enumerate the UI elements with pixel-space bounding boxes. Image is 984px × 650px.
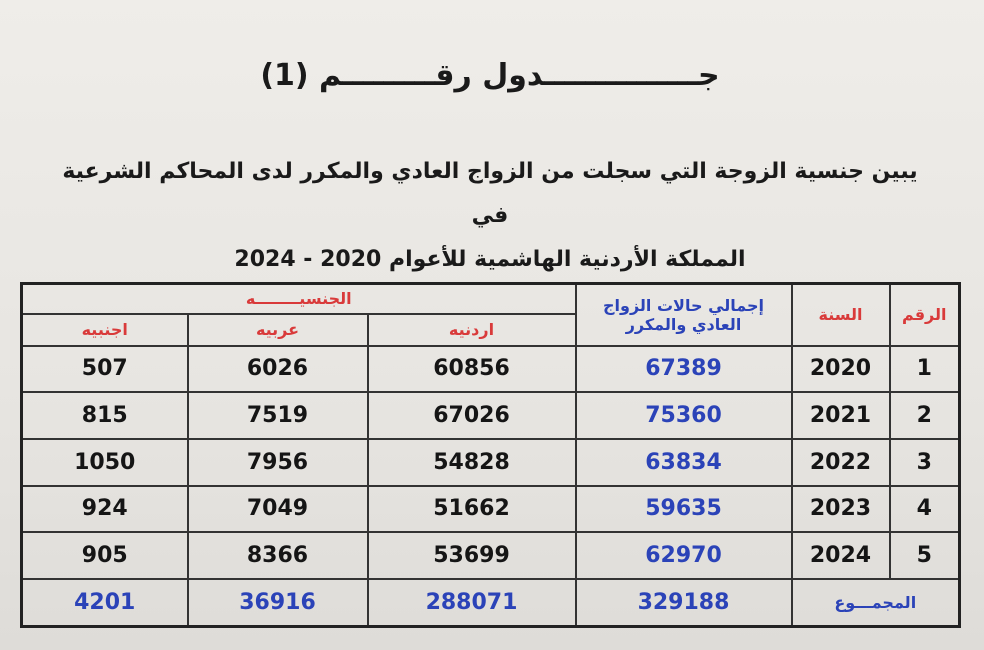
row-foreign: 924 xyxy=(22,486,188,533)
row-total: 75360 xyxy=(576,392,792,439)
marriage-nationality-table xyxy=(20,282,961,628)
data-table-wrapper xyxy=(20,282,958,628)
row-jordanian: 51662 xyxy=(368,486,576,533)
row-arab: 6026 xyxy=(188,346,368,393)
row-index: 1 xyxy=(890,346,960,393)
table-title: جـــــــــــــــدول رقـــــــــم (1) xyxy=(260,58,720,93)
description-line-2: المملكة الأردنية الهاشمية للأعوام 2020 - 2024 xyxy=(234,247,746,272)
row-year: 2023 xyxy=(792,486,890,533)
row-jordanian: 60856 xyxy=(368,346,576,393)
header-total: إجمالي حالات الزواج العادي والمكرر xyxy=(576,284,792,346)
row-jordanian: 53699 xyxy=(368,532,576,579)
table-row xyxy=(22,439,960,486)
row-arab: 7519 xyxy=(188,392,368,439)
header-jordanian: اردنيه xyxy=(368,314,576,346)
row-index: 5 xyxy=(890,532,960,579)
row-index: 3 xyxy=(890,439,960,486)
row-foreign: 1050 xyxy=(22,439,188,486)
header-arab: عربيه xyxy=(188,314,368,346)
row-arab: 8366 xyxy=(188,532,368,579)
table-row xyxy=(22,346,960,393)
sum-label: المجمـــوع xyxy=(792,579,960,627)
row-index: 2 xyxy=(890,392,960,439)
header-foreign: اجنبيه xyxy=(22,314,188,346)
sum-total: 329188 xyxy=(576,579,792,627)
header-index: الرقم xyxy=(890,284,960,346)
row-foreign: 507 xyxy=(22,346,188,393)
row-foreign: 905 xyxy=(22,532,188,579)
row-total: 59635 xyxy=(576,486,792,533)
header-year: السنة xyxy=(792,284,890,346)
sum-arab: 36916 xyxy=(188,579,368,627)
description-line-1: يبين جنسية الزوجة التي سجلت من الزواج العادي والمكرر لدى المحاكم الشرعية في xyxy=(62,159,918,228)
sum-row xyxy=(22,579,960,627)
row-year: 2024 xyxy=(792,532,890,579)
row-arab: 7956 xyxy=(188,439,368,486)
table-description xyxy=(50,150,930,282)
row-total: 62970 xyxy=(576,532,792,579)
row-year: 2020 xyxy=(792,346,890,393)
row-jordanian: 67026 xyxy=(368,392,576,439)
table-row xyxy=(22,392,960,439)
header-row-1 xyxy=(22,284,960,314)
row-index: 4 xyxy=(890,486,960,533)
row-foreign: 815 xyxy=(22,392,188,439)
table-row xyxy=(22,532,960,579)
row-year: 2021 xyxy=(792,392,890,439)
table-row xyxy=(22,486,960,533)
header-nationality: الجنسيــــــــه xyxy=(22,284,576,314)
sum-foreign: 4201 xyxy=(22,579,188,627)
row-total: 67389 xyxy=(576,346,792,393)
row-arab: 7049 xyxy=(188,486,368,533)
sum-jordanian: 288071 xyxy=(368,579,576,627)
row-year: 2022 xyxy=(792,439,890,486)
row-total: 63834 xyxy=(576,439,792,486)
row-jordanian: 54828 xyxy=(368,439,576,486)
